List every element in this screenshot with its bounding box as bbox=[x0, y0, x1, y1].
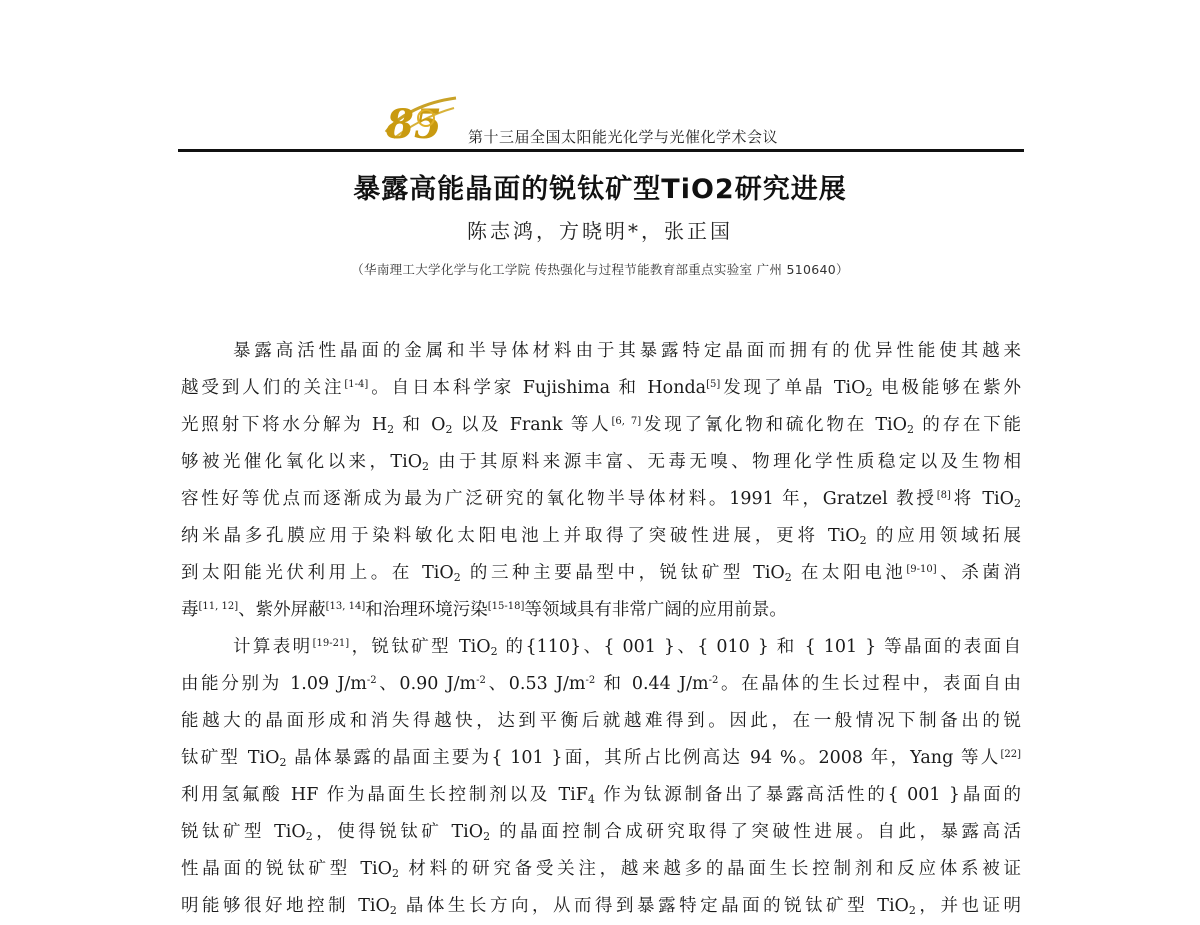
citation: [6, 7] bbox=[611, 416, 642, 427]
citation: [1-4] bbox=[344, 379, 369, 390]
body-line: 够被光催化氧化以来，TiO$_2$ 由于其原料来源丰富、无毒无嗅、物理化学性质稳定以及生物相 bbox=[181, 452, 1021, 473]
body-line: 明能够很好地控制 TiO$_2$ 晶体生长方向，从而得到暴露特定晶面的锐钛矿型 TiO$_2$，并也证明 bbox=[181, 896, 1021, 917]
conference-logo bbox=[380, 92, 458, 144]
citation: [15-18] bbox=[487, 601, 525, 612]
paper-affiliation: （华南理工大学化学与化工学院 传热强化与过程节能教育部重点实验室 广州 510640） bbox=[351, 262, 849, 277]
paper-title: 暴露高能晶面的锐钛矿型TiO2研究进展 bbox=[353, 174, 847, 205]
body-line: 毒[11, 12]、紫外屏蔽[13, 14]和治理环境污染[15-18]等领域具有非常广阔的应用前景。 bbox=[181, 600, 787, 620]
body-line: 到太阳能光伏利用上。在 TiO$_2$ 的三种主要晶型中，锐钛矿型 TiO$_2$ 在太阳电池[9-10]、杀菌消 bbox=[181, 563, 1022, 584]
body-line: 锐钛矿型 TiO$_2$，使得锐钛矿 TiO$_2$ 的晶面控制合成研究取得了突破性进展。自此，暴露高活 bbox=[181, 822, 1022, 843]
citation: [19-21] bbox=[312, 638, 350, 649]
header-rule bbox=[178, 149, 1024, 152]
citation: [11, 12] bbox=[198, 601, 239, 612]
body-line: 利用氢氟酸 HF 作为晶面生长控制剂以及 TiF$_4$ 作为钛源制备出了暴露高活性的{ 001 }晶面的 bbox=[181, 785, 1021, 806]
body-line: 容性好等优点而逐渐成为最为广泛研究的氧化物半导体材料。1991 年，Gratzel 教授[8]将 TiO$_2$ bbox=[181, 489, 1021, 510]
body-line: 性晶面的锐钛矿型 TiO$_2$ 材料的研究备受关注，越来越多的晶面生长控制剂和反应体系被证 bbox=[181, 859, 1022, 880]
body-line: 计算表明[19-21]，锐钛矿型 TiO$_2$ 的{110}、{ 001 }、{ 010 } 和 { 101 } 等晶面的表面自 bbox=[233, 637, 1021, 658]
body-line: 越受到人们的关注[1-4]。自日本科学家 Fujishima 和 Honda[5]发现了单晶 TiO$_2$ 电极能够在紫外 bbox=[181, 378, 1021, 399]
paper-authors: 陈志鸿，方晓明*，张正国 bbox=[467, 219, 733, 243]
citation: [13, 14] bbox=[325, 601, 366, 612]
citation: [22] bbox=[1000, 749, 1021, 760]
body-line: 纳米晶多孔膜应用于染料敏化太阳电池上并取得了突破性进展，更将 TiO$_2$ 的应用领域拓展 bbox=[181, 526, 1021, 547]
logo-number: 85 bbox=[386, 101, 442, 144]
citation: [8] bbox=[936, 490, 951, 501]
body-line: 钛矿型 TiO$_2$ 晶体暴露的晶面主要为{ 101 }面，其所占比例高达 94 %。2008 年，Yang 等人[22] bbox=[181, 748, 1021, 769]
conference-name: 第十三届全国太阳能光化学与光催化学术会议 bbox=[468, 128, 779, 146]
body-line: 由能分别为 1.09 $J/m^{-2}$、0.90 $J/m^{-2}$、0.53 $J/m^{-2}$ 和 0.44 $J/m^{-2}$。在晶体的生长过程中，表面自由 bbox=[181, 674, 1021, 694]
body-line: 暴露高活性晶面的金属和半导体材料由于其暴露特定晶面而拥有的优异性能使其越来 bbox=[233, 341, 1021, 361]
paper-body bbox=[181, 333, 1021, 925]
citation: [9-10] bbox=[906, 564, 937, 575]
body-line: 光照射下将水分解为 $H_2$ 和 $O_2$ 以及 Frank 等人[6, 7]发现了氰化物和硫化物在 TiO$_2$ 的存在下能 bbox=[181, 415, 1021, 436]
body-line: 能越大的晶面形成和消失得越快，达到平衡后就越难得到。因此，在一般情况下制备出的锐 bbox=[181, 711, 1021, 731]
citation: [5] bbox=[706, 379, 721, 390]
